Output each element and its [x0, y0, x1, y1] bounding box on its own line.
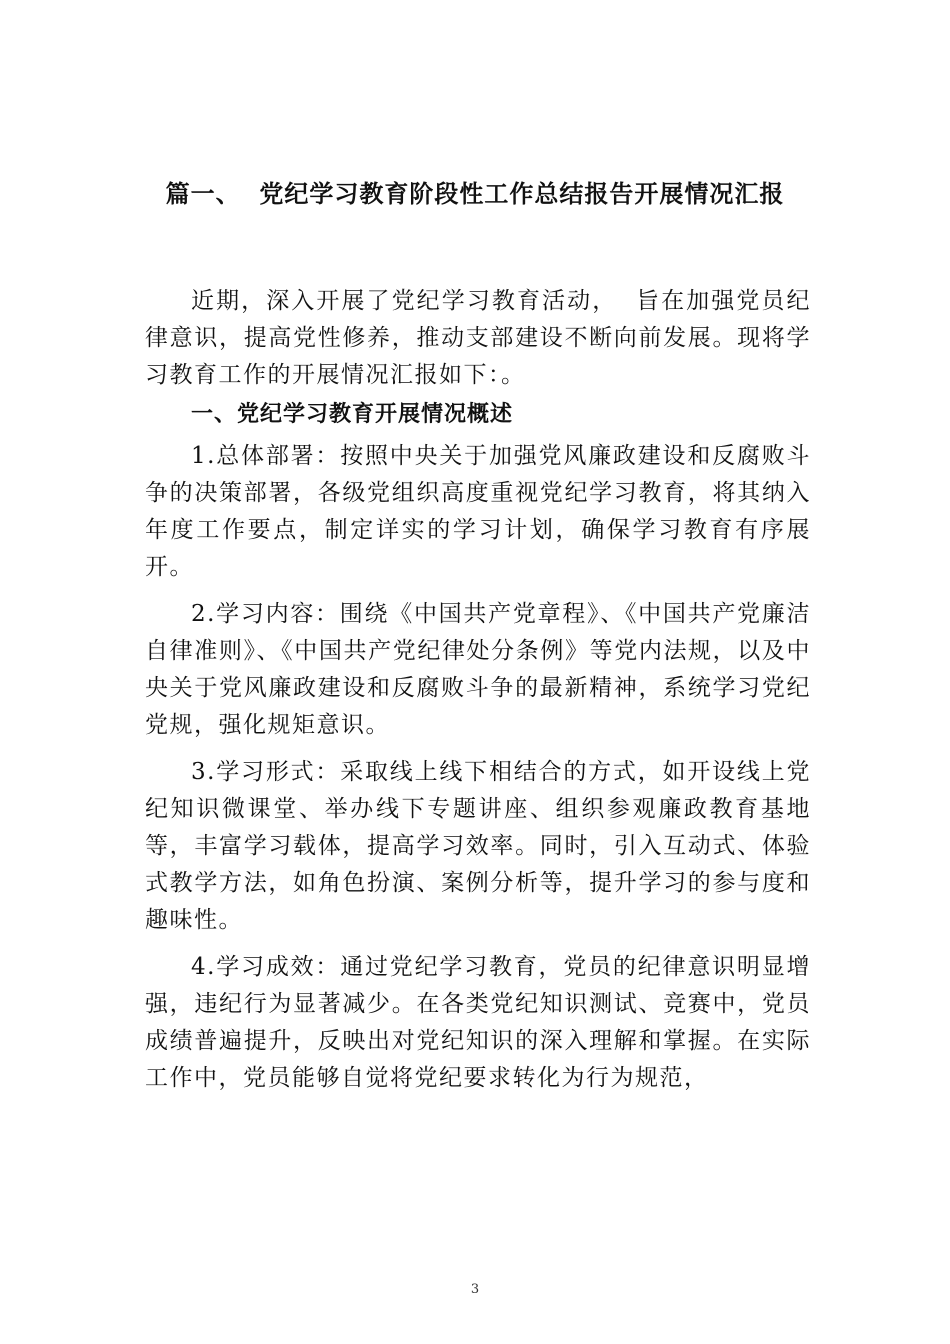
list-item: 2.学习内容：围绕《中国共产党章程》、《中国共产党廉洁自律准则》、《中国共产党纪律处分条例》等党内法规，以及中央关于党风廉政建设和反腐败斗争的最新精神，系统学习党纪党规，强化规矩意识。 [145, 601, 811, 738]
list-item: 4.学习成效：通过党纪学习教育，党员的纪律意识明显增强，违纪行为显著减少。在各类党纪知识测试、竞赛中，党员成绩普遍提升，反映出对党纪知识的深入理解和掌握。在实际工作中，党员能够自觉将党纪要求转化为行为规范， [145, 954, 811, 1091]
list-item: 3.学习形式：采取线上线下相结合的方式，如开设线上党纪知识微课堂、举办线下专题讲座、组织参观廉政教育基地等，丰富学习载体，提高学习效率。同时，引入互动式、体验式教学方法，如角色扮演、案例分析等，提升学习的参与度和趣味性。 [145, 759, 811, 933]
page-number: 3 [470, 1282, 480, 1297]
document-title: 篇一、 党纪学习教育阶段性工作总结报告开展情况汇报 [165, 180, 785, 208]
paragraph-spacer [145, 744, 811, 754]
intro-paragraph: 近期，深入开展了党纪学习教育活动， 旨在加强党员纪律意识，提高党性修养，推动支部建设不断向前发展。现将学习教育工作的开展情况汇报如下：。 [145, 288, 811, 388]
section-heading: 一、党纪学习教育开展情况概述 [191, 402, 514, 427]
paragraph-spacer [145, 939, 811, 949]
paragraph-spacer [145, 586, 811, 596]
document-body [145, 283, 811, 1097]
list-item: 1.总体部署：按照中央关于加强党风廉政建设和反腐败斗争的决策部署，各级党组织高度重视党纪学习教育，将其纳入年度工作要点，制定详实的学习计划，确保学习教育有序展开。 [145, 443, 811, 580]
